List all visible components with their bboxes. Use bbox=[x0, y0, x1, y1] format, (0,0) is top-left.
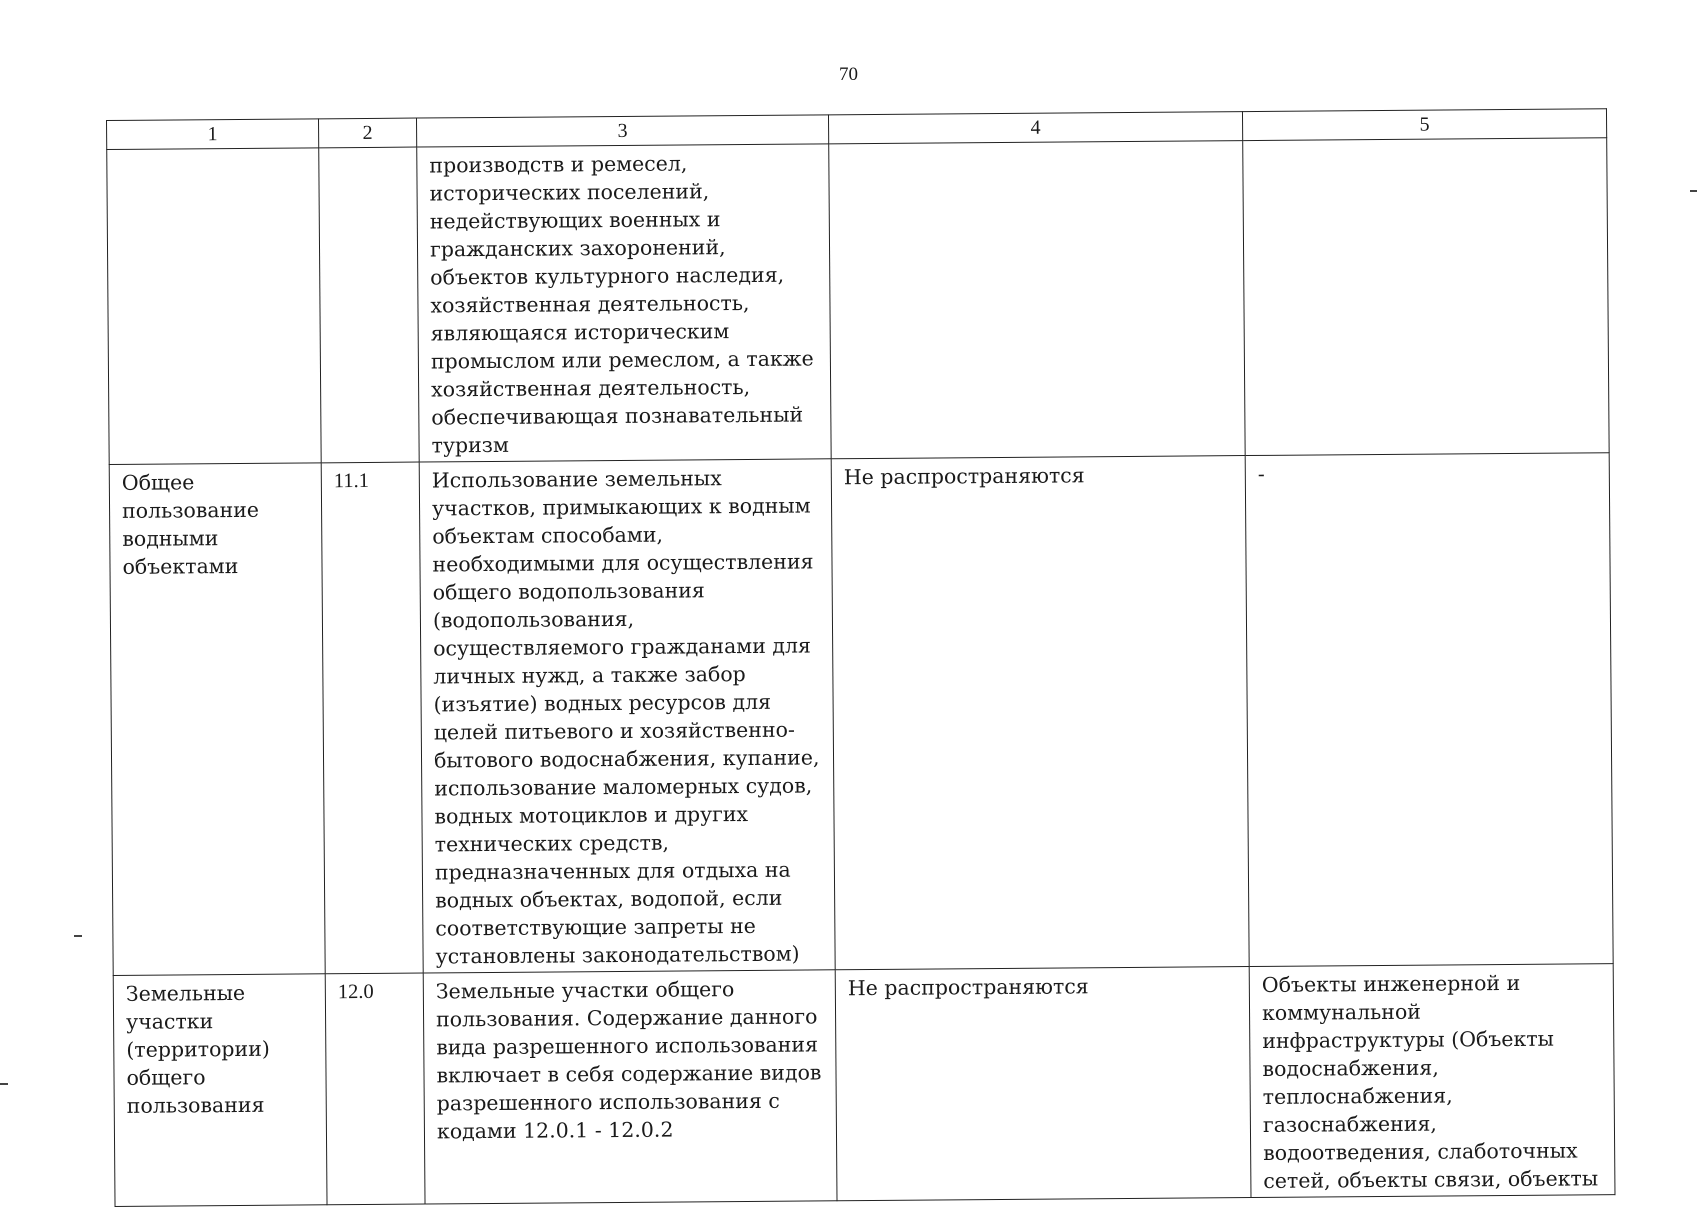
column-5-cell bbox=[1243, 138, 1609, 456]
table-row bbox=[113, 964, 1615, 1207]
column-header-1: 1 bbox=[107, 119, 319, 150]
land-use-table bbox=[106, 108, 1615, 1207]
use-code-cell: 11.1 bbox=[321, 462, 423, 974]
column-5-cell: - bbox=[1245, 453, 1613, 967]
column-header-4: 4 bbox=[828, 112, 1242, 144]
use-description-cell: Земельные участки общего пользования. Содержание данного вида разрешенного использования включает в себя содержание видов разрешенного использования с кодами 12.0.1 - 12.0.2 bbox=[423, 970, 837, 1204]
table-row bbox=[107, 138, 1609, 465]
use-code-cell bbox=[319, 147, 419, 463]
page-number: 70 bbox=[839, 64, 858, 85]
margin-mark-left-2 bbox=[74, 935, 82, 937]
column-header-3: 3 bbox=[416, 115, 828, 147]
column-header-2: 2 bbox=[318, 118, 416, 148]
use-description-cell: производств и ремесел, исторических поселений, недействующих военных и гражданских захоронений, объектов культурного наследия, хозяйственная деятельность, являющаяся историческим промыслом или ремеслом, а также хозяйственная деятельность, обеспечивающая познавательный туризм bbox=[417, 144, 831, 462]
margin-mark-right bbox=[1690, 190, 1697, 192]
column-5-cell: Объекты инженерной и коммунальной инфраструктуры (Объекты водоснабжения, теплоснабжения, газоснабжения, водоотведения, слаботочных сетей, объекты связи, объекты bbox=[1249, 964, 1615, 1198]
column-4-cell: Не распространяются bbox=[831, 456, 1249, 970]
column-4-cell: Не распространяются bbox=[835, 967, 1251, 1201]
column-header-5: 5 bbox=[1242, 109, 1606, 141]
margin-mark-left-1 bbox=[0, 1083, 8, 1085]
column-4-cell bbox=[829, 141, 1245, 459]
document-sheet bbox=[106, 108, 1614, 1207]
table-row bbox=[109, 453, 1613, 976]
use-name-cell bbox=[107, 148, 321, 465]
use-description-cell: Использование земельных участков, примыкающих к водным объектам способами, необходимыми для осуществления общего водопользования (водопользования, осуществляемого гражданами для личных нужд, а также забор (изъятие) водных ресурсов для целей питьевого и хозяйственно-бытового водоснабжения, купание, использование маломерных судов, водных мотоциклов и других технических средств, предназначенных для отдыха на водных объектах, водопой, если соответствующие запреты не установлены законодательством) bbox=[419, 459, 835, 973]
use-code-cell: 12.0 bbox=[325, 973, 425, 1205]
use-name-cell: Земельные участки (территории) общего пользования bbox=[113, 974, 327, 1207]
use-name-cell: Общее пользование водными объектами bbox=[109, 463, 325, 976]
